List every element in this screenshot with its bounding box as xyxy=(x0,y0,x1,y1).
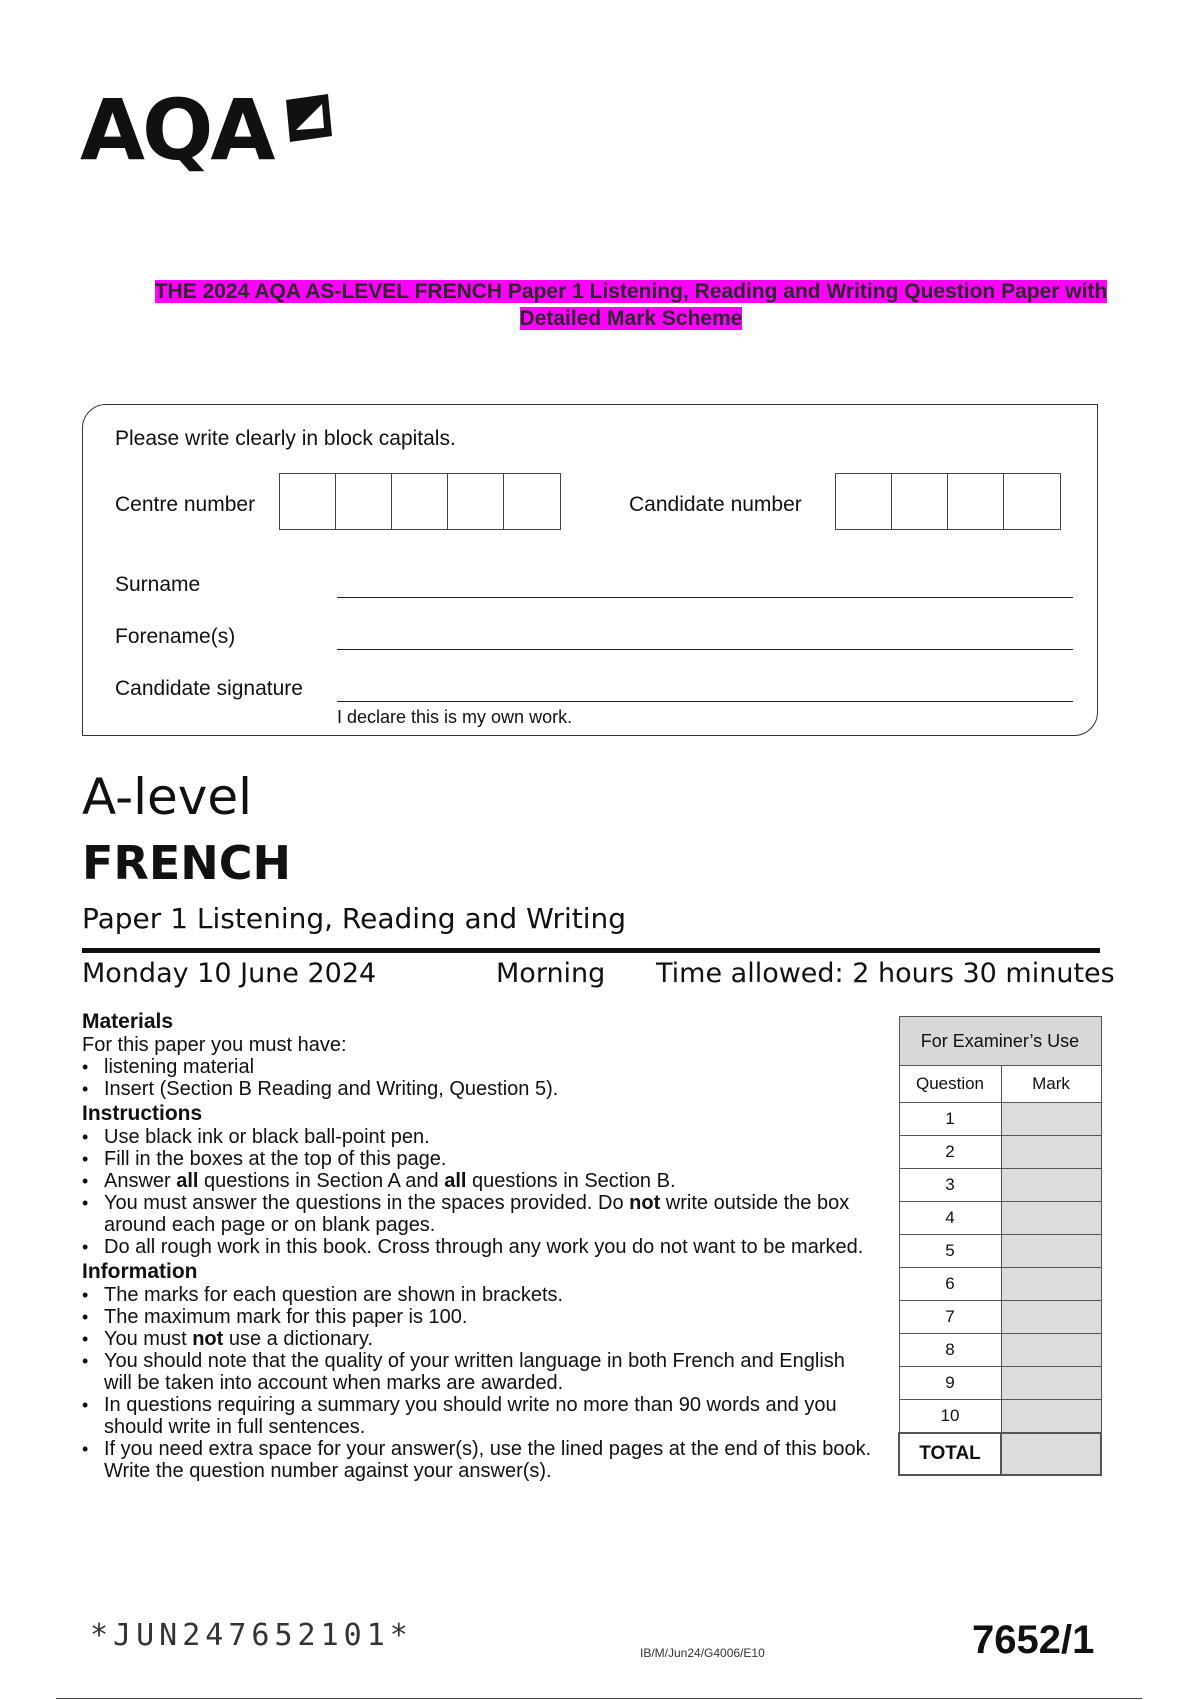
question-number: 5 xyxy=(899,1235,1001,1268)
mark-cell[interactable] xyxy=(1001,1235,1101,1268)
mark-cell[interactable] xyxy=(1001,1400,1101,1434)
candidate-number-digit[interactable] xyxy=(1004,474,1060,529)
mark-cell[interactable] xyxy=(1001,1268,1101,1301)
surname-label: Surname xyxy=(115,573,201,596)
block-capitals-instruction: Please write clearly in block capitals. xyxy=(115,427,456,450)
exam-date: Monday 10 June 2024 xyxy=(82,958,377,989)
mark-cell[interactable] xyxy=(1001,1169,1101,1202)
candidate-number-digit[interactable] xyxy=(948,474,1004,529)
examiner-use-table xyxy=(898,1016,1102,1476)
list-item: • You should note that the quality of your written language in both French and English will be taken into account when marks are awarded. xyxy=(82,1350,872,1394)
forename-label: Forename(s) xyxy=(115,625,236,648)
question-number: 1 xyxy=(899,1103,1001,1136)
list-item: • Do all rough work in this book. Cross through any work you do not want to be marked. xyxy=(82,1236,872,1258)
mark-column-header: Mark xyxy=(1001,1066,1101,1103)
total-mark-cell[interactable] xyxy=(1001,1433,1101,1475)
list-item: • Insert (Section B Reading and Writing, Question 5). xyxy=(82,1078,872,1100)
question-number: 8 xyxy=(899,1334,1001,1367)
bottom-rule xyxy=(56,1698,1142,1699)
table-row xyxy=(899,1235,1101,1268)
heading-rule xyxy=(82,948,1100,953)
aqa-logo-mark-icon xyxy=(282,92,336,152)
list-item: • In questions requiring a summary you should write no more than 90 words and you should write in full sentences. xyxy=(82,1394,872,1438)
list-item: • The maximum mark for this paper is 100. xyxy=(82,1306,872,1328)
list-item: • listening material xyxy=(82,1056,872,1078)
surname-line[interactable] xyxy=(337,597,1073,598)
banner-line-1: THE 2024 AQA AS-LEVEL FRENCH Paper 1 Listening, Reading and Writing Question Paper with xyxy=(154,280,1108,303)
list-item: • You must not use a dictionary. xyxy=(82,1328,872,1350)
mark-cell[interactable] xyxy=(1001,1202,1101,1235)
candidate-number-digit[interactable] xyxy=(836,474,892,529)
candidate-number-label: Candidate number xyxy=(629,493,802,516)
paper-code: 7652/1 xyxy=(972,1618,1095,1662)
document-reference: IB/M/Jun24/G4006/E10 xyxy=(640,1646,765,1660)
table-row xyxy=(899,1103,1101,1136)
mark-cell[interactable] xyxy=(1001,1103,1101,1136)
signature-line[interactable] xyxy=(337,701,1073,702)
time-allowed: Time allowed: 2 hours 30 minutes xyxy=(656,958,1115,989)
table-row xyxy=(899,1400,1101,1434)
total-label: TOTAL xyxy=(899,1433,1001,1475)
list-item: • The marks for each question are shown in brackets. xyxy=(82,1284,872,1306)
table-row xyxy=(899,1136,1101,1169)
mark-cell[interactable] xyxy=(1001,1334,1101,1367)
question-number: 10 xyxy=(899,1400,1001,1434)
list-item: • You must answer the questions in the spaces provided. Do not write outside the box around each page or on blank pages. xyxy=(82,1192,872,1236)
qualification-level: A-level xyxy=(82,768,253,826)
table-row xyxy=(899,1202,1101,1235)
list-item: • Fill in the boxes at the top of this page. xyxy=(82,1148,872,1170)
list-item: • Answer all questions in Section A and all questions in Section B. xyxy=(82,1170,872,1192)
exam-session: Morning xyxy=(496,958,606,989)
list-item: • Use black ink or black ball-point pen. xyxy=(82,1126,872,1148)
list-item: • If you need extra space for your answer(s), use the lined pages at the end of this book. Write the question number against your answer(s). xyxy=(82,1438,872,1482)
table-row xyxy=(899,1268,1101,1301)
logo-text: AQA xyxy=(80,81,273,179)
materials-list xyxy=(82,1056,872,1100)
centre-number-digit[interactable] xyxy=(280,474,336,529)
instructions-heading: Instructions xyxy=(82,1102,203,1125)
subject-title: FRENCH xyxy=(82,836,292,890)
question-number: 6 xyxy=(899,1268,1001,1301)
forename-line[interactable] xyxy=(337,649,1073,650)
centre-number-digit[interactable] xyxy=(336,474,392,529)
centre-number-digit[interactable] xyxy=(504,474,560,529)
barcode-text: *JUN247652101* xyxy=(90,1618,413,1653)
centre-number-label: Centre number xyxy=(115,493,256,516)
question-number: 2 xyxy=(899,1136,1001,1169)
centre-number-digit[interactable] xyxy=(392,474,448,529)
mark-cell[interactable] xyxy=(1001,1367,1101,1400)
candidate-details-box xyxy=(82,404,1098,736)
aqa-logo xyxy=(80,81,273,179)
declaration-text: I declare this is my own work. xyxy=(337,707,573,727)
question-number: 3 xyxy=(899,1169,1001,1202)
table-row xyxy=(899,1334,1101,1367)
materials-intro: For this paper you must have: xyxy=(82,1034,347,1056)
question-number: 4 xyxy=(899,1202,1001,1235)
question-number: 9 xyxy=(899,1367,1001,1400)
centre-number-digit[interactable] xyxy=(448,474,504,529)
mark-cell[interactable] xyxy=(1001,1301,1101,1334)
question-column-header: Question xyxy=(899,1066,1001,1103)
instructions-list xyxy=(82,1126,872,1258)
mark-cell[interactable] xyxy=(1001,1136,1101,1169)
centre-number-boxes[interactable] xyxy=(279,473,561,530)
materials-heading: Materials xyxy=(82,1010,174,1033)
candidate-number-digit[interactable] xyxy=(892,474,948,529)
question-number: 7 xyxy=(899,1301,1001,1334)
banner-line-2: Detailed Mark Scheme xyxy=(519,307,743,330)
candidate-number-boxes[interactable] xyxy=(835,473,1061,530)
paper-title: Paper 1 Listening, Reading and Writing xyxy=(82,902,627,935)
information-list xyxy=(82,1284,872,1482)
examiner-table-title: For Examiner’s Use xyxy=(899,1017,1101,1066)
instructions-panel xyxy=(82,1010,872,1484)
table-row xyxy=(899,1169,1101,1202)
signature-label: Candidate signature xyxy=(115,677,303,700)
document-banner xyxy=(78,278,1184,332)
information-heading: Information xyxy=(82,1260,198,1283)
total-row xyxy=(899,1433,1101,1475)
table-row xyxy=(899,1367,1101,1400)
table-row xyxy=(899,1301,1101,1334)
